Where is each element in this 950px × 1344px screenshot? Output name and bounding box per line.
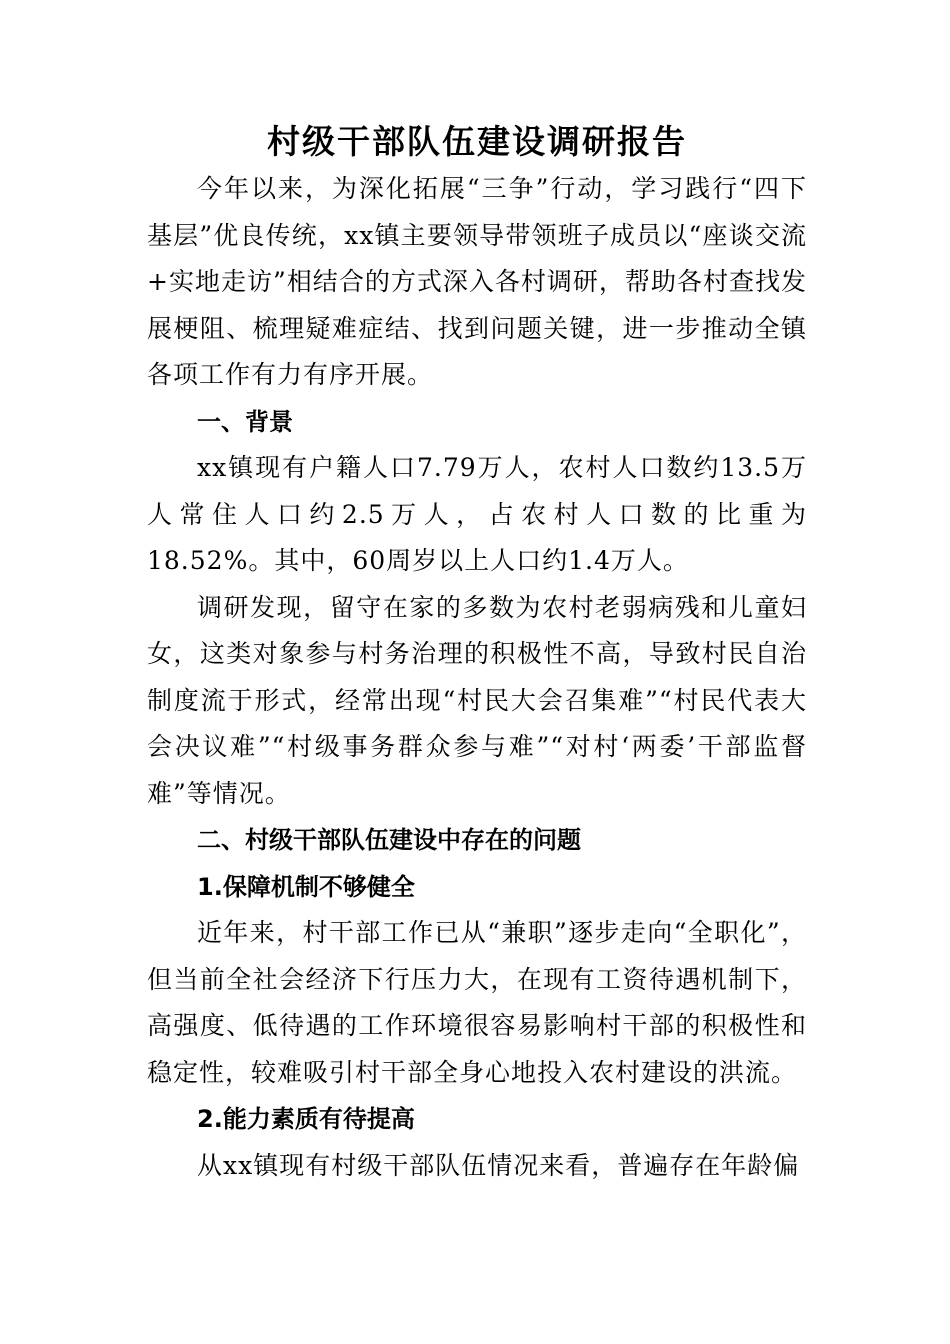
document-body	[147, 118, 807, 1189]
population-paragraph: xx镇现有户籍人口7.79万人，农村人口数约13.5万人常住人口约2.5万人，占农村人口数的比重为18.52%。其中，60周岁以上人口约1.4万人。	[147, 453, 807, 575]
intro-paragraph: 今年以来，为深化拓展“三争”行动，学习践行“四下基层”优良传统，xx镇主要领导带领班子成员以“座谈交流+实地走访”相结合的方式深入各村调研，帮助各村查找发展梗阻、梳理疑难症结、找到问题关键，进一步推动全镇各项工作有力有序开展。	[147, 174, 807, 389]
document-title: 村级干部队伍建设调研报告	[267, 122, 687, 161]
ability-quality-paragraph: 从xx镇现有村级干部队伍情况来看，普遍存在年龄偏	[197, 1150, 800, 1180]
subheading-guarantee-mechanism: 1.保障机制不够健全	[197, 872, 415, 901]
survey-findings-paragraph: 调研发现，留守在家的多数为农村老弱病残和儿童妇女，这类对象参与村务治理的积极性不高，导致村民自治制度流于形式，经常出现“村民大会召集难”“村民代表大会决议难”“村级事务群众参与难”“对村‘两委’干部监督难”等情况。	[147, 592, 807, 808]
guarantee-mechanism-paragraph: 近年来，村干部工作已从“兼职”逐步走向“全职化”，但当前全社会经济下行压力大，在现有工资待遇机制下，高强度、低待遇的工作环境很容易影响村干部的积极性和稳定性，较难吸引村干部全身心地投入农村建设的洪流。	[147, 918, 807, 1087]
subheading-ability-quality: 2.能力素质有待提高	[197, 1105, 415, 1133]
section-heading-background: 一、背景	[197, 407, 293, 436]
section-heading-problems: 二、村级干部队伍建设中存在的问题	[197, 826, 581, 854]
